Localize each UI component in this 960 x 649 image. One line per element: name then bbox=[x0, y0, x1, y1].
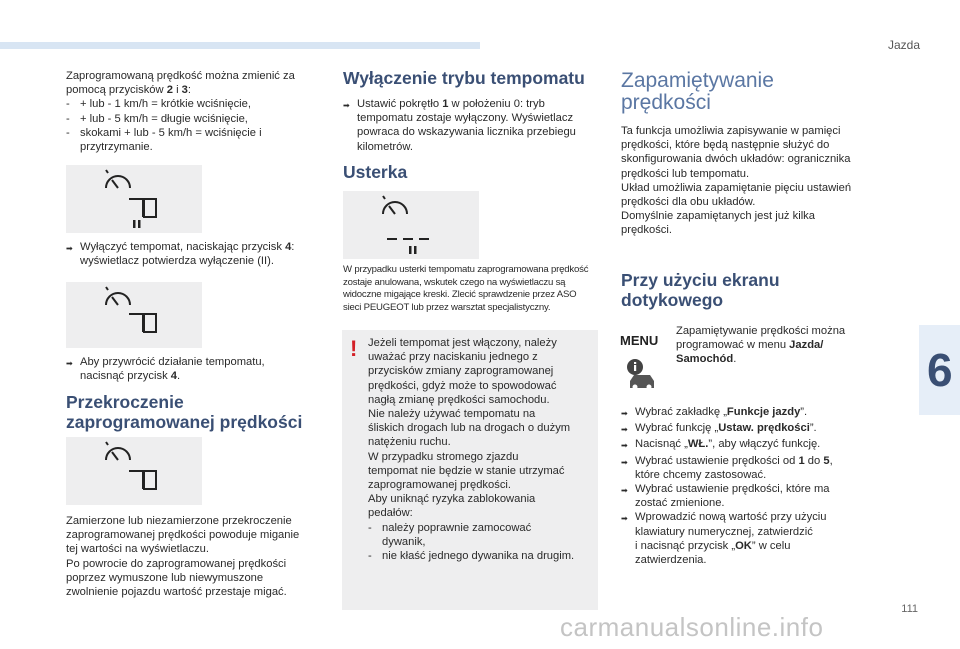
header-bar bbox=[0, 42, 480, 49]
speedometer-icon bbox=[66, 437, 202, 505]
chapter-number: 6 bbox=[927, 344, 953, 396]
display-panel-active bbox=[66, 282, 202, 348]
display-panel-exceeded bbox=[66, 437, 202, 505]
watermark: carmanualsonline.info bbox=[560, 612, 824, 642]
list-item: - skokami + lub - 5 km/h = wciśnięcie i przytrzymanie. bbox=[66, 126, 262, 154]
page-number: 111 bbox=[901, 603, 918, 615]
speed-memory-intro: Ta funkcja umożliwia zapisywanie w pamięci prędkości, które będą następnie służyć do skonfigurowania dwóch układów: ogranicznika prędkości lub tempomatu. Układ umożliwia zapamiętanie pięciu ustawień prędkości dla obu układów. Domyślnie zapamiętanych jest już kilka prędkości. bbox=[621, 125, 852, 237]
heading-cruise-off: Wyłączenie trybu tempomatu bbox=[343, 68, 585, 88]
list-item: ➡ Wprowadzić nową wartość przy użyciu klawiatury numerycznej, zatwierdzić i nacisnąć przycisk „OK” w celu zatwierdzenia. bbox=[621, 511, 827, 567]
list-item: ➡ Wybrać zakładkę „Funkcje jazdy”. bbox=[621, 406, 808, 418]
list-item: ➡ Wybrać funkcję „Ustaw. prędkości”. bbox=[621, 422, 817, 435]
section-title: Jazda bbox=[887, 38, 920, 52]
heading-speed-memory: Zapamiętywanie prędkości bbox=[621, 69, 774, 114]
restore-cruise-step: ➡ Aby przywrócić działanie tempomatu, nacisnąć przycisk 4. bbox=[66, 356, 265, 383]
touchscreen-description: Zapamiętywanie prędkości można programować w menu Jazda/ Samochód. bbox=[676, 325, 846, 366]
exceeded-paragraph: Zamierzone lub niezamierzone przekroczenie zaprogramowanej prędkości powoduje miganie tej wartości na wyświetlaczu. Po powrocie do zaprogramowanej prędkości poprzez wymuszone lub niewymuszone zwolnienie pojazdu wartość przestaje migać. bbox=[66, 515, 300, 599]
cruise-off-step: ➡ Ustawić pokrętło 1 w położeniu 0: tryb tempomatu zostaje wyłączony. Wyświetlacz powraca do wskazywania licznika przebiegu kilometrów. bbox=[343, 98, 576, 153]
list-item: ➡ Nacisnąć „WŁ.”, aby włączyć funkcję. bbox=[621, 438, 821, 451]
menu-button-label: MENU bbox=[620, 333, 659, 348]
heading-touchscreen: Przy użyciu ekranu dotykowego bbox=[621, 270, 780, 310]
touchscreen-steps bbox=[621, 405, 891, 567]
list-item: - + lub - 5 km/h = długie wciśnięcie, bbox=[66, 112, 248, 125]
fault-description: W przypadku usterki tempomatu zaprogramowana prędkość zostaje anulowana, wskutek czego na wyświetlaczu są widoczne migające kreski. Zlecić sprawdzenie przez ASO sieci PEUGEOT lub przez warsztat specjalistyczny. bbox=[343, 264, 589, 313]
car-info-icon bbox=[624, 358, 660, 392]
heading-speed-exceeded: Przekroczenie zaprogramowanej prędkości bbox=[66, 392, 303, 432]
list-item: - nie kłaść jednego dywanika na drugim. bbox=[368, 550, 575, 563]
chapter-tab bbox=[919, 325, 960, 415]
speed-change-intro: Zaprogramowaną prędkość można zmienić za pomocą przycisków 2 i 3: - + lub - 1 km/h = krótkie wciśnięcie, - + lub - 5 km/h = długie wciśnięcie, - skokami + lub - 5 km/h = wciśnięcie i przytrzymanie. bbox=[66, 69, 326, 154]
disable-cruise-step: ➡ Wyłączyć tempomat, naciskając przycisk 4: wyświetlacz potwierdza wyłączenie (II). bbox=[66, 241, 295, 268]
list-item: ➡ Wybrać ustawienie prędkości od 1 do 5, które chcemy zastosować. bbox=[621, 454, 833, 481]
list-item: ➡ Wybrać ustawienie prędkości, które ma zostać zmienione. bbox=[621, 483, 830, 510]
list-item: - + lub - 1 km/h = krótkie wciśnięcie, bbox=[66, 98, 251, 111]
speedometer-icon bbox=[66, 282, 202, 348]
speedometer-icon bbox=[343, 191, 479, 259]
warning-text: Jeżeli tempomat jest włączony, należy uważać przy naciskaniu jednego z przycisków zmiany zaprogramowanej prędkości, gdyż może to spowodować nagłą zmianę prędkości samochodu. Nie należy używać tempomatu na śliskich drogach lub na drogach o dużym natężeniu ruchu. W przypadku stromego zjazdu tempomat nie będzie w stanie utrzymać zaprogramowanej prędkości. Aby uniknąć ryzyka zablokowania pedałów: - należy poprawnie zamocować dywanik, - nie kłaść jednego dywanika na drugim. bbox=[368, 336, 594, 563]
display-panel-fault bbox=[343, 191, 479, 259]
list-item: - należy poprawnie zamocować dywanik, bbox=[368, 521, 532, 548]
heading-fault: Usterka bbox=[343, 162, 408, 182]
warning-box bbox=[342, 330, 598, 610]
display-digits bbox=[66, 165, 202, 233]
warning-icon: ! bbox=[350, 336, 358, 361]
display-panel-paused bbox=[66, 165, 202, 233]
